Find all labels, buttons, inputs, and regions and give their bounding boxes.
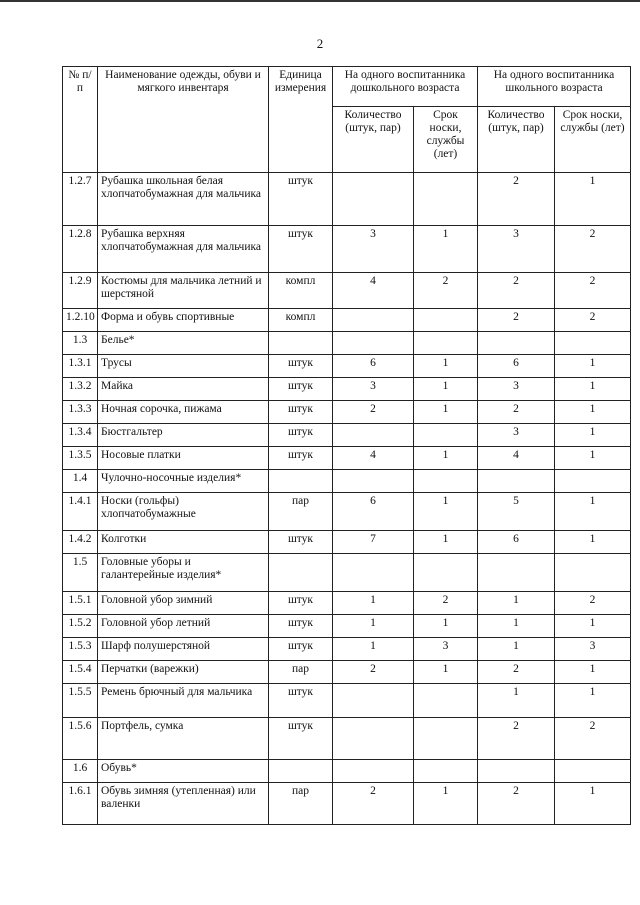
row-school-qty: 2 [478,173,555,226]
row-unit: штук [269,531,333,554]
row-name: Головные уборы и галантерейные изделия* [98,554,269,592]
row-unit [269,760,333,783]
row-num: 1.5.1 [63,592,98,615]
row-name: Обувь* [98,760,269,783]
row-school-qty: 5 [478,493,555,531]
row-name: Белье* [98,332,269,355]
table-row [63,592,631,615]
header-preschool-qty: Количество (штук, пар) [333,107,414,173]
row-school-term: 1 [555,401,631,424]
page-number: 2 [316,36,324,51]
row-num: 1.2.8 [63,226,98,273]
row-school-qty: 2 [478,401,555,424]
row-school-term: 1 [555,173,631,226]
row-preschool-term: 1 [414,493,478,531]
table-row [63,554,631,592]
row-name: Головной убор летний [98,615,269,638]
row-preschool-qty [333,309,414,332]
row-school-term: 1 [555,447,631,470]
row-preschool-term: 2 [414,592,478,615]
table-row [63,424,631,447]
row-preschool-qty: 2 [333,783,414,825]
row-num: 1.6.1 [63,783,98,825]
row-school-qty [478,554,555,592]
table-row [63,273,631,309]
row-name: Портфель, сумка [98,718,269,760]
row-school-term: 1 [555,493,631,531]
row-school-qty: 3 [478,378,555,401]
row-name: Носовые платки [98,447,269,470]
row-unit: штук [269,355,333,378]
row-school-qty: 3 [478,424,555,447]
row-school-term: 2 [555,226,631,273]
row-school-qty: 2 [478,783,555,825]
row-preschool-qty: 2 [333,401,414,424]
row-school-term [555,760,631,783]
row-preschool-qty: 4 [333,447,414,470]
row-preschool-term [414,332,478,355]
row-unit [269,554,333,592]
table-row [63,684,631,718]
row-preschool-qty: 1 [333,638,414,661]
row-preschool-term [414,760,478,783]
row-preschool-qty: 3 [333,226,414,273]
header-unit: Единица измерения [269,67,333,173]
row-num: 1.5.4 [63,661,98,684]
table-row [63,783,631,825]
row-preschool-qty: 1 [333,615,414,638]
row-school-qty: 3 [478,226,555,273]
row-school-qty: 2 [478,661,555,684]
row-preschool-qty: 4 [333,273,414,309]
row-preschool-qty: 2 [333,661,414,684]
row-school-term: 1 [555,424,631,447]
row-unit: штук [269,592,333,615]
row-preschool-term: 1 [414,447,478,470]
row-preschool-term: 2 [414,273,478,309]
row-school-qty: 1 [478,638,555,661]
row-school-term: 1 [555,783,631,825]
row-preschool-term [414,554,478,592]
row-name: Рубашка верхняя хлопчатобумажная для мальчика [98,226,269,273]
row-school-term: 1 [555,378,631,401]
row-preschool-term [414,470,478,493]
row-unit: штук [269,401,333,424]
row-school-qty: 2 [478,273,555,309]
row-name: Обувь зимняя (утепленная) или валенки [98,783,269,825]
row-school-term: 2 [555,718,631,760]
row-preschool-qty [333,332,414,355]
row-school-term [555,554,631,592]
header-school: На одного воспитанника школьного возраста [478,67,631,107]
row-num: 1.2.7 [63,173,98,226]
table-row [63,447,631,470]
row-num: 1.4.1 [63,493,98,531]
row-preschool-term: 1 [414,783,478,825]
row-preschool-qty [333,554,414,592]
row-preschool-qty [333,424,414,447]
row-school-term: 1 [555,684,631,718]
row-name: Головной убор зимний [98,592,269,615]
row-school-qty: 4 [478,447,555,470]
row-num: 1.5.2 [63,615,98,638]
table-row [63,718,631,760]
row-num: 1.4.2 [63,531,98,554]
row-preschool-term: 1 [414,531,478,554]
row-unit: штук [269,615,333,638]
row-preschool-qty [333,470,414,493]
row-name: Носки (гольфы) хлопчатобумажные [98,493,269,531]
row-school-qty: 1 [478,592,555,615]
table-row [63,638,631,661]
row-name: Рубашка школьная белая хлопчатобумажная для мальчика [98,173,269,226]
row-preschool-term [414,424,478,447]
header-num: № п/п [63,67,98,173]
row-school-qty: 1 [478,615,555,638]
row-school-qty: 6 [478,531,555,554]
row-name: Ночная сорочка, пижама [98,401,269,424]
row-preschool-term [414,718,478,760]
row-preschool-term: 1 [414,378,478,401]
row-school-term: 3 [555,638,631,661]
row-name: Шарф полушерстяной [98,638,269,661]
row-school-term: 1 [555,661,631,684]
row-name: Колготки [98,531,269,554]
row-unit [269,332,333,355]
row-name: Трусы [98,355,269,378]
row-unit: компл [269,273,333,309]
row-unit: пар [269,661,333,684]
row-num: 1.3 [63,332,98,355]
row-school-term: 2 [555,592,631,615]
row-unit: пар [269,493,333,531]
row-preschool-qty: 3 [333,378,414,401]
row-num: 1.3.4 [63,424,98,447]
clothing-norms-table [62,66,631,825]
row-preschool-qty: 6 [333,493,414,531]
row-unit: штук [269,173,333,226]
row-name: Костюмы для мальчика летний и шерстяной [98,273,269,309]
row-school-term: 1 [555,531,631,554]
row-num: 1.3.5 [63,447,98,470]
row-school-term: 1 [555,615,631,638]
row-preschool-term: 1 [414,226,478,273]
row-name: Чулочно-носочные изделия* [98,470,269,493]
row-unit: компл [269,309,333,332]
table-row [63,531,631,554]
table-row [63,401,631,424]
row-school-term: 2 [555,273,631,309]
header-name: Наименование одежды, обуви и мягкого инвентаря [98,67,269,173]
row-preschool-qty [333,684,414,718]
row-school-qty [478,470,555,493]
row-school-term: 1 [555,355,631,378]
row-num: 1.5.5 [63,684,98,718]
header-school-term: Срок носки, службы (лет) [555,107,631,173]
row-preschool-qty: 7 [333,531,414,554]
table-row [63,332,631,355]
row-num: 1.5 [63,554,98,592]
row-name: Форма и обувь спортивные [98,309,269,332]
row-num: 1.6 [63,760,98,783]
row-school-qty: 6 [478,355,555,378]
row-school-qty [478,332,555,355]
table-row [63,493,631,531]
row-unit: штук [269,638,333,661]
row-school-qty [478,760,555,783]
table-row [63,760,631,783]
row-num: 1.3.2 [63,378,98,401]
row-unit: штук [269,226,333,273]
row-name: Ремень брючный для мальчика [98,684,269,718]
table-row [63,226,631,273]
row-school-term [555,332,631,355]
table-row [63,378,631,401]
row-preschool-qty [333,718,414,760]
row-name: Майка [98,378,269,401]
row-num: 1.4 [63,470,98,493]
row-preschool-term [414,309,478,332]
table-row [63,661,631,684]
row-preschool-term: 1 [414,615,478,638]
row-num: 1.5.3 [63,638,98,661]
row-unit: штук [269,718,333,760]
table-row [63,615,631,638]
row-num: 1.2.10 [63,309,98,332]
row-school-term: 2 [555,309,631,332]
row-num: 1.3.1 [63,355,98,378]
row-preschool-qty [333,760,414,783]
row-unit: штук [269,447,333,470]
row-preschool-term: 3 [414,638,478,661]
row-preschool-qty: 6 [333,355,414,378]
row-num: 1.2.9 [63,273,98,309]
row-name: Бюстгальтер [98,424,269,447]
row-preschool-term [414,684,478,718]
header-preschool-term: Срок носки, службы (лет) [414,107,478,173]
row-preschool-term: 1 [414,661,478,684]
table-row [63,173,631,226]
row-preschool-qty: 1 [333,592,414,615]
table-row [63,309,631,332]
row-unit: пар [269,783,333,825]
row-preschool-qty [333,173,414,226]
header-preschool: На одного воспитанника дошкольного возраста [333,67,478,107]
row-num: 1.3.3 [63,401,98,424]
table-row [63,355,631,378]
row-preschool-term [414,173,478,226]
row-preschool-term: 1 [414,401,478,424]
row-num: 1.5.6 [63,718,98,760]
top-border-line [0,0,640,2]
row-school-qty: 1 [478,684,555,718]
header-school-qty: Количество (штук, пар) [478,107,555,173]
row-preschool-term: 1 [414,355,478,378]
table-row [63,470,631,493]
row-unit: штук [269,424,333,447]
row-school-qty: 2 [478,718,555,760]
row-name: Перчатки (варежки) [98,661,269,684]
row-unit: штук [269,684,333,718]
row-school-term [555,470,631,493]
row-unit [269,470,333,493]
row-school-qty: 2 [478,309,555,332]
row-unit: штук [269,378,333,401]
